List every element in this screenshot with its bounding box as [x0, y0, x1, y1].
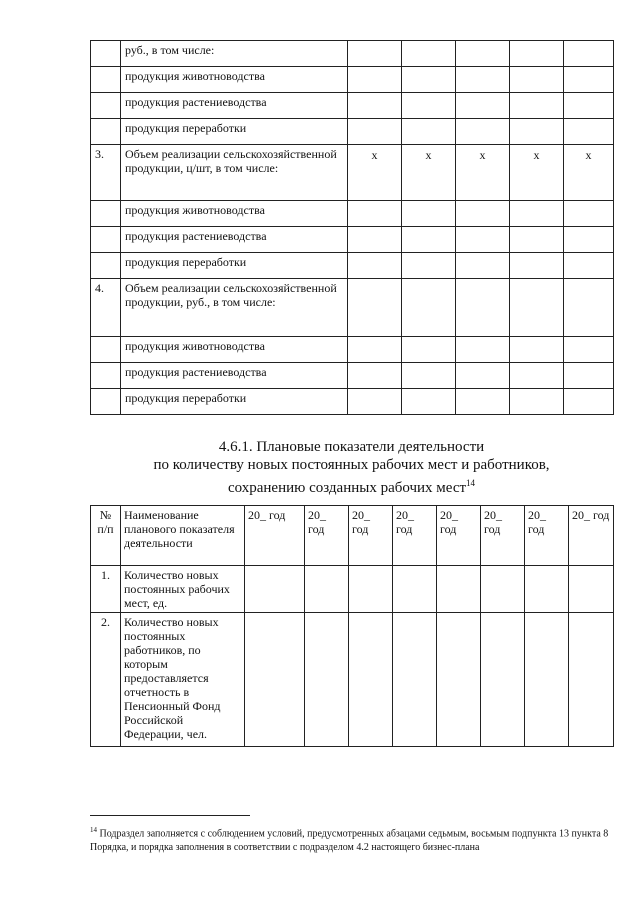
value-cell	[456, 201, 510, 227]
value-cell	[510, 389, 564, 415]
header-num: № п/п	[91, 506, 121, 566]
table-row	[91, 201, 614, 227]
value-cell	[402, 67, 456, 93]
row-label: руб., в том числе:	[121, 41, 348, 67]
section-heading	[90, 438, 613, 497]
table-row	[91, 566, 614, 613]
year-value-cell	[393, 613, 437, 747]
year-value-cell	[245, 566, 305, 613]
header-name: Наименование планового показателя деятельности	[121, 506, 245, 566]
value-cell	[564, 337, 614, 363]
header-year: 20_ год	[437, 506, 481, 566]
year-value-cell	[525, 566, 569, 613]
value-cell	[564, 389, 614, 415]
row-label: продукция переработки	[121, 253, 348, 279]
table-row	[91, 389, 614, 415]
footnote-text: Подраздел заполняется с соблюдением условий, предусмотренных абзацами седьмым, восьмым подпункта 13 пункта 8 Порядка, и порядка заполнения в соответствии с подразделом 4.2 настоящего бизнес-плана	[90, 828, 609, 854]
value-cell	[402, 93, 456, 119]
heading-line-3: сохранению созданных рабочих мест$^{14}$	[227, 478, 476, 496]
value-cell	[456, 279, 510, 337]
value-cell	[510, 93, 564, 119]
year-value-cell	[437, 613, 481, 747]
table-row	[91, 227, 614, 253]
footnote-number: 14	[90, 826, 97, 834]
value-cell	[402, 337, 456, 363]
table-row	[91, 93, 614, 119]
row-number	[91, 389, 121, 415]
value-cell	[402, 227, 456, 253]
value-cell	[510, 253, 564, 279]
value-cell	[456, 337, 510, 363]
year-value-cell	[525, 613, 569, 747]
row-label: продукция растениеводства	[121, 93, 348, 119]
year-value-cell	[349, 613, 393, 747]
row-label: Объем реализации сельскохозяйственной продукции, руб., в том числе:	[121, 279, 348, 337]
value-cell	[402, 389, 456, 415]
year-value-cell	[481, 566, 525, 613]
table-row	[91, 337, 614, 363]
value-cell	[348, 363, 402, 389]
heading-line-2: по количеству новых постоянных рабочих мест и работников,	[153, 457, 550, 473]
value-cell	[510, 201, 564, 227]
table-row	[91, 119, 614, 145]
value-cell	[456, 253, 510, 279]
header-year: 20_ год	[393, 506, 437, 566]
footnote-divider	[90, 815, 250, 816]
table-row	[91, 613, 614, 747]
value-cell	[402, 41, 456, 67]
value-cell	[510, 67, 564, 93]
value-cell	[456, 93, 510, 119]
value-cell	[348, 253, 402, 279]
table-row	[91, 279, 614, 337]
value-cell: x	[564, 145, 614, 201]
row-number	[91, 119, 121, 145]
value-cell	[564, 363, 614, 389]
value-cell	[348, 389, 402, 415]
header-year: 20_ год	[481, 506, 525, 566]
footnote-ref: 14	[466, 478, 476, 488]
year-value-cell	[349, 566, 393, 613]
value-cell	[510, 337, 564, 363]
row-label: продукция животноводства	[121, 201, 348, 227]
value-cell	[402, 253, 456, 279]
row-label: продукция растениеводства	[121, 363, 348, 389]
value-cell	[456, 363, 510, 389]
row-number: 2.	[91, 613, 121, 747]
table-row	[91, 363, 614, 389]
row-number	[91, 67, 121, 93]
header-year: 20_ год	[305, 506, 349, 566]
year-value-cell	[437, 566, 481, 613]
header-year: 20_ год	[525, 506, 569, 566]
year-value-cell	[393, 566, 437, 613]
value-cell	[348, 337, 402, 363]
value-cell	[348, 201, 402, 227]
value-cell	[348, 93, 402, 119]
value-cell	[456, 389, 510, 415]
value-cell	[456, 227, 510, 253]
year-value-cell	[305, 566, 349, 613]
year-value-cell	[305, 613, 349, 747]
row-number	[91, 201, 121, 227]
value-cell: x	[456, 145, 510, 201]
table-row	[91, 145, 614, 201]
value-cell	[510, 41, 564, 67]
value-cell	[564, 41, 614, 67]
row-label: продукция животноводства	[121, 337, 348, 363]
value-cell	[564, 119, 614, 145]
value-cell	[402, 201, 456, 227]
value-cell	[348, 227, 402, 253]
indicators-table-continued	[90, 40, 614, 415]
table-row	[91, 253, 614, 279]
value-cell	[510, 279, 564, 337]
row-label: продукция растениеводства	[121, 227, 348, 253]
value-cell: x	[510, 145, 564, 201]
row-number	[91, 253, 121, 279]
value-cell	[456, 41, 510, 67]
row-number: 3.	[91, 145, 121, 201]
jobs-indicators-table	[90, 505, 614, 747]
value-cell	[564, 253, 614, 279]
year-value-cell	[569, 613, 614, 747]
row-label: Объем реализации сельскохозяйственной продукции, ц/шт, в том числе:	[121, 145, 348, 201]
value-cell	[564, 227, 614, 253]
row-label: Количество новых постоянных работников, по которым предоставляется отчетность в Пенсионный Фонд Российской Федерации, чел.	[121, 613, 245, 747]
value-cell	[456, 67, 510, 93]
value-cell	[510, 227, 564, 253]
value-cell	[510, 363, 564, 389]
year-value-cell	[569, 566, 614, 613]
value-cell	[348, 67, 402, 93]
header-year: 20_ год	[245, 506, 305, 566]
row-label: продукция животноводства	[121, 67, 348, 93]
value-cell	[564, 67, 614, 93]
value-cell	[564, 201, 614, 227]
value-cell	[402, 363, 456, 389]
value-cell	[402, 119, 456, 145]
value-cell	[348, 279, 402, 337]
table-row	[91, 67, 614, 93]
row-number: 1.	[91, 566, 121, 613]
row-number: 4.	[91, 279, 121, 337]
row-number	[91, 41, 121, 67]
row-number	[91, 363, 121, 389]
value-cell	[564, 279, 614, 337]
table-row	[91, 41, 614, 67]
value-cell	[402, 279, 456, 337]
row-number	[91, 93, 121, 119]
year-value-cell	[481, 613, 525, 747]
row-label: продукция переработки	[121, 119, 348, 145]
year-value-cell	[245, 613, 305, 747]
row-number	[91, 337, 121, 363]
row-label: продукция переработки	[121, 389, 348, 415]
row-number	[91, 227, 121, 253]
value-cell	[456, 119, 510, 145]
header-year: 20_ год	[349, 506, 393, 566]
value-cell	[510, 119, 564, 145]
row-label: Количество новых постоянных рабочих мест, ед.	[121, 566, 245, 613]
value-cell: x	[402, 145, 456, 201]
footnote	[90, 823, 620, 855]
value-cell	[348, 119, 402, 145]
value-cell: x	[348, 145, 402, 201]
value-cell	[348, 41, 402, 67]
value-cell	[564, 93, 614, 119]
header-year: 20_ год	[569, 506, 614, 566]
heading-line-1: 4.6.1. Плановые показатели деятельности	[218, 439, 485, 455]
